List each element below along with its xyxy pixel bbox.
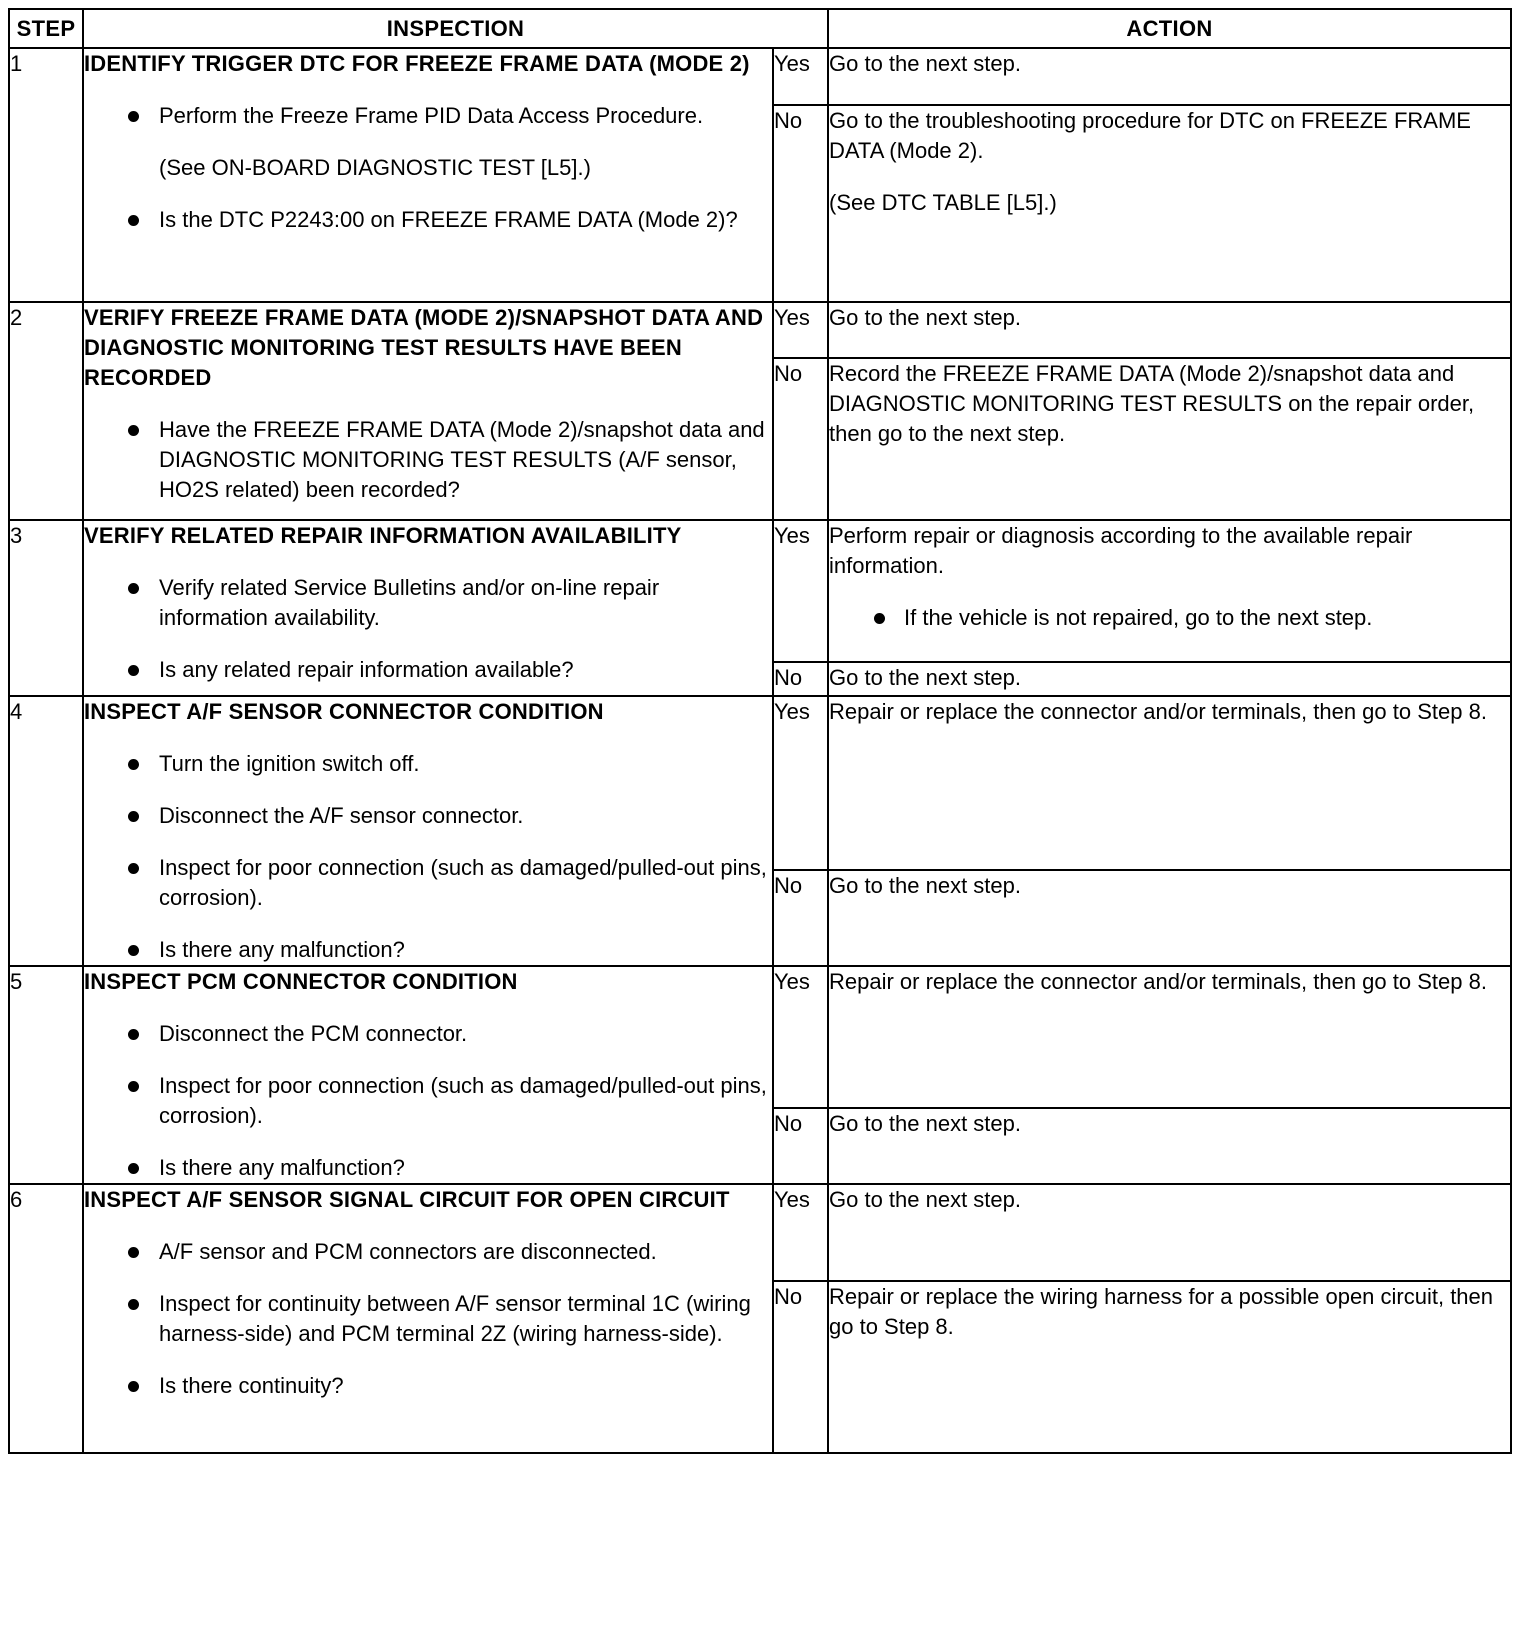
inspection-bullet: Perform the Freeze Frame PID Data Access Procedure. [84, 101, 772, 131]
step-4-inspection [83, 696, 773, 966]
inspection-bullet: Disconnect the PCM connector. [84, 1019, 772, 1049]
no-action: Go to the next step. [828, 662, 1511, 696]
yes-action: Repair or replace the connector and/or terminals, then go to Step 8. [828, 696, 1511, 870]
yes-label: Yes [773, 302, 828, 358]
no-action-reference: (See DTC TABLE [L5].) [829, 190, 1057, 215]
step-number: 1 [9, 48, 83, 302]
step-number: 3 [9, 520, 83, 696]
inspection-header: INSPECTION [83, 9, 828, 48]
no-action: Repair or replace the wiring harness for a possible open circuit, then go to Step 8. [828, 1281, 1511, 1453]
step-title: INSPECT A/F SENSOR SIGNAL CIRCUIT FOR OPEN CIRCUIT [84, 1187, 730, 1212]
step-title: INSPECT A/F SENSOR CONNECTOR CONDITION [84, 699, 604, 724]
step-5-yes-row [9, 966, 1511, 1108]
inspection-question: Is there any malfunction? [84, 1153, 772, 1183]
yes-action: Perform repair or diagnosis according to the available repair information. [829, 523, 1413, 578]
step-title: INSPECT PCM CONNECTOR CONDITION [84, 969, 518, 994]
diagnostic-table [8, 8, 1512, 1454]
yes-label: Yes [773, 966, 828, 1108]
step-6-inspection [83, 1184, 773, 1453]
inspection-bullet: Turn the ignition switch off. [84, 749, 772, 779]
inspection-bullet: Verify related Service Bulletins and/or on-line repair information availability. [84, 573, 772, 633]
yes-label: Yes [773, 696, 828, 870]
step-6-yes-row [9, 1184, 1511, 1281]
yes-action: Go to the next step. [828, 48, 1511, 105]
inspection-question: Is there any malfunction? [84, 935, 772, 965]
step-3-yes-row [9, 520, 1511, 662]
step-title: VERIFY RELATED REPAIR INFORMATION AVAILABILITY [84, 523, 682, 548]
step-number: 6 [9, 1184, 83, 1453]
inspection-bullet: Inspect for continuity between A/F sensor terminal 1C (wiring harness-side) and PCM terminal 2Z (wiring harness-side). [84, 1289, 772, 1349]
inspection-bullet: Inspect for poor connection (such as damaged/pulled-out pins, corrosion). [84, 1071, 772, 1131]
no-action: Go to the next step. [828, 870, 1511, 966]
step-2-yes-row [9, 302, 1511, 358]
no-action-cell [828, 105, 1511, 302]
inspection-question: Is there continuity? [84, 1371, 772, 1401]
no-label: No [773, 358, 828, 520]
action-header: ACTION [828, 9, 1511, 48]
inspection-bullet: Inspect for poor connection (such as damaged/pulled-out pins, corrosion). [84, 853, 772, 913]
inspection-question: Is any related repair information available? [84, 655, 772, 685]
no-label: No [773, 1281, 828, 1453]
yes-action: Go to the next step. [828, 1184, 1511, 1281]
inspection-bullet: A/F sensor and PCM connectors are disconnected. [84, 1237, 772, 1267]
yes-action-bullet: If the vehicle is not repaired, go to the next step. [829, 603, 1510, 633]
header-row [9, 9, 1511, 48]
step-1-inspection [83, 48, 773, 302]
step-title: IDENTIFY TRIGGER DTC FOR FREEZE FRAME DATA (MODE 2) [84, 51, 750, 76]
no-action: Record the FREEZE FRAME DATA (Mode 2)/snapshot data and DIAGNOSTIC MONITORING TEST RESULTS on the repair order, then go to the next step. [828, 358, 1511, 520]
step-number: 4 [9, 696, 83, 966]
yes-label: Yes [773, 520, 828, 662]
yes-action-cell [828, 520, 1511, 662]
no-label: No [773, 105, 828, 302]
step-3-inspection [83, 520, 773, 696]
no-label: No [773, 662, 828, 696]
no-action: Go to the troubleshooting procedure for DTC on FREEZE FRAME DATA (Mode 2). [829, 108, 1471, 163]
step-number: 5 [9, 966, 83, 1184]
no-label: No [773, 870, 828, 966]
inspection-question: Have the FREEZE FRAME DATA (Mode 2)/snapshot data and DIAGNOSTIC MONITORING TEST RESULTS (A/F sensor, HO2S related) been recorded? [84, 415, 772, 505]
inspection-question: Is the DTC P2243:00 on FREEZE FRAME DATA (Mode 2)? [84, 205, 772, 235]
yes-action: Go to the next step. [828, 302, 1511, 358]
yes-action: Repair or replace the connector and/or terminals, then go to Step 8. [828, 966, 1511, 1108]
step-number: 2 [9, 302, 83, 520]
no-label: No [773, 1108, 828, 1184]
inspection-reference: (See ON-BOARD DIAGNOSTIC TEST [L5].) [159, 155, 591, 180]
step-1-yes-row [9, 48, 1511, 105]
step-5-inspection [83, 966, 773, 1184]
inspection-bullet: Disconnect the A/F sensor connector. [84, 801, 772, 831]
step-header: STEP [9, 9, 83, 48]
no-action: Go to the next step. [828, 1108, 1511, 1184]
step-title: VERIFY FREEZE FRAME DATA (MODE 2)/SNAPSHOT DATA AND DIAGNOSTIC MONITORING TEST RESULTS HAVE BEEN RECORDED [84, 305, 764, 390]
step-4-yes-row [9, 696, 1511, 870]
step-2-inspection [83, 302, 773, 520]
yes-label: Yes [773, 1184, 828, 1281]
yes-label: Yes [773, 48, 828, 105]
